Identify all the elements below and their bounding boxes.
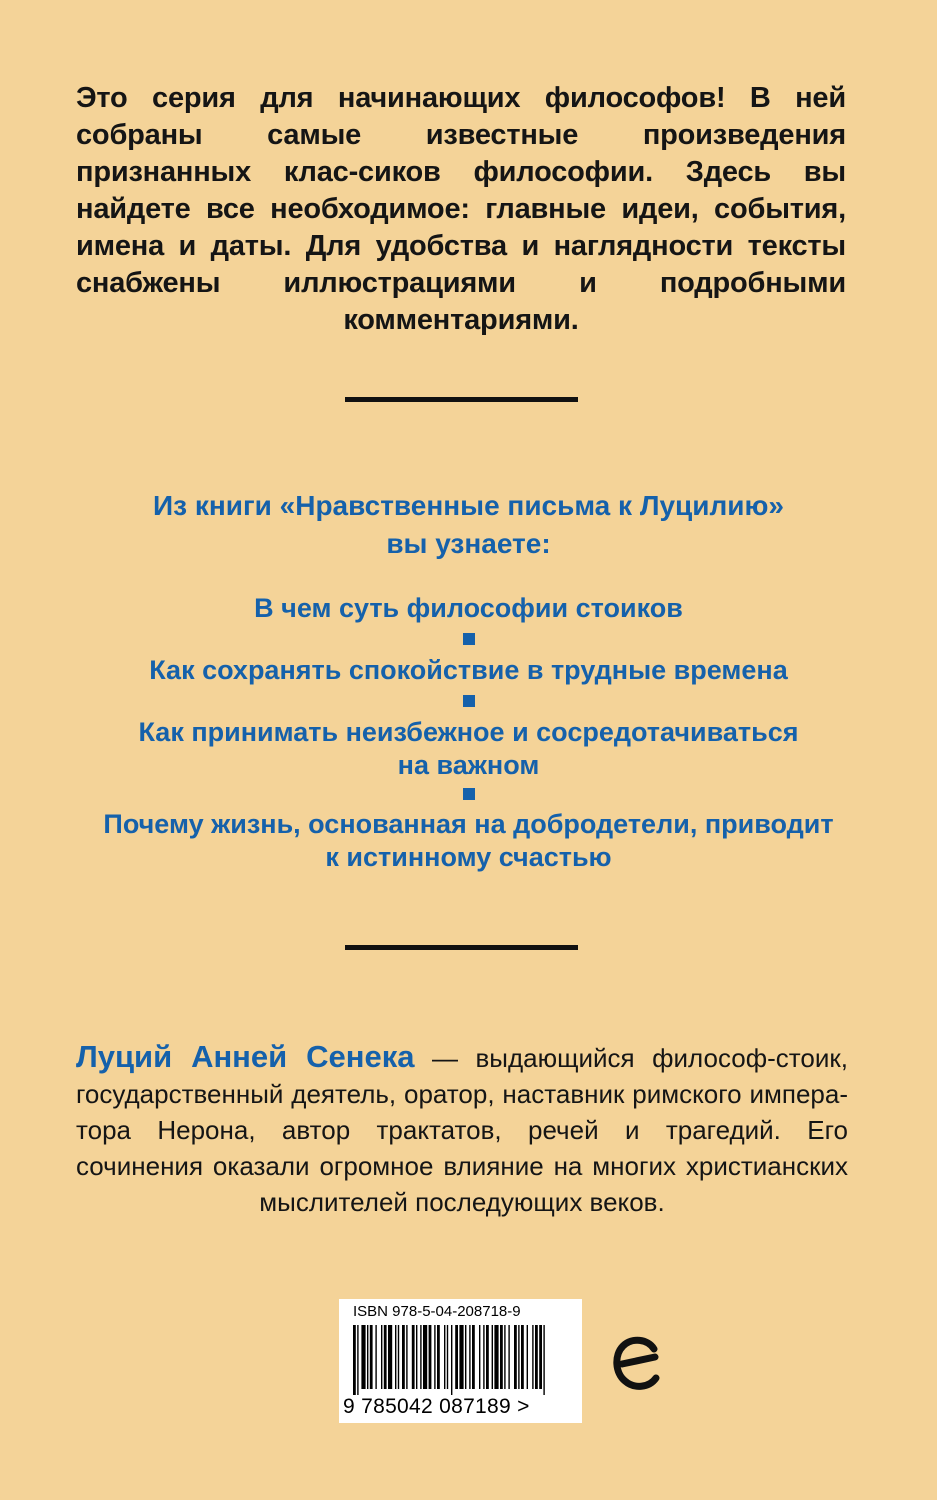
barcode-bar: [539, 1325, 542, 1389]
isbn-barcode: [339, 1299, 582, 1423]
list-item-line: Почему жизнь, основанная на добродетели, приводит: [103, 809, 834, 839]
author-name: Луций Анней Сенека: [76, 1039, 415, 1074]
barcode-bar: [412, 1325, 415, 1389]
publisher-logo-icon: [612, 1333, 662, 1391]
barcode-bar: [416, 1325, 417, 1389]
barcode-bar: [492, 1325, 493, 1389]
square-bullet-icon: [463, 633, 475, 645]
divider-bottom: [345, 945, 578, 950]
barcode-bar: [486, 1325, 489, 1389]
barcode-bar: [455, 1325, 458, 1389]
list-item: [60, 654, 877, 687]
barcode-bar: [381, 1325, 382, 1389]
barcode-bar: [367, 1325, 368, 1389]
barcode-bar: [518, 1325, 519, 1389]
barcode-bar: [494, 1325, 498, 1389]
barcode-bar: [469, 1325, 470, 1389]
list-item-line: Как принимать неизбежное и сосредотачиваться: [138, 717, 799, 747]
author-description: — выдающийся философ-стоик, государственный деятель, оратор, наставник римского импера-тора Нерона, автор трактатов, речей и трагедий. Его сочинения оказали огромное влияние на многих христианских мыслителей последующих веков.: [76, 1043, 848, 1217]
barcode-bar: [406, 1325, 407, 1389]
list-item: [60, 592, 877, 625]
barcode-bar: [429, 1325, 432, 1389]
learn-list: [60, 592, 877, 874]
barcode-bar: [500, 1325, 503, 1389]
barcode-bars: [353, 1325, 568, 1395]
barcode-bar: [465, 1325, 466, 1389]
barcode-bar: [402, 1325, 405, 1389]
barcode-bar: [361, 1325, 365, 1389]
barcode-bar: [504, 1325, 505, 1389]
barcode-bar: [437, 1325, 440, 1389]
barcode-bar: [447, 1325, 448, 1389]
barcode-bar: [521, 1325, 524, 1389]
barcode-bar: [514, 1325, 517, 1389]
barcode-bar: [543, 1325, 544, 1395]
barcode-bar: [395, 1325, 396, 1389]
square-bullet-icon: [463, 695, 475, 707]
barcode-bar: [508, 1325, 509, 1389]
barcode-digits: 9 785042 087189 >: [343, 1395, 530, 1418]
learn-heading-line-1: Из книги «Нравственные письма к Луцилию»: [153, 490, 784, 521]
square-bullet-icon: [463, 788, 475, 800]
barcode-bar: [420, 1325, 421, 1389]
learn-heading-line-2: вы узнаете:: [386, 528, 551, 559]
list-item-line: В чем суть философии стоиков: [254, 593, 683, 623]
barcode-bar: [370, 1325, 373, 1389]
list-item-line: на важном: [397, 750, 540, 780]
barcode-bar: [357, 1325, 358, 1395]
learn-heading: [60, 487, 877, 563]
barcode-bar: [444, 1325, 445, 1389]
series-description: Это серия для начинающих философов! В ней собраны самые известные произведения признанных клас-сиков философии. Здесь вы найдете все необходимое: главные идеи, события, имена и даты. Для удобства и наглядности тексты снабжены иллюстрациями и подробными комментариями.: [76, 82, 846, 336]
list-item-line: к истинному счастью: [325, 842, 612, 872]
barcode-bar: [423, 1325, 427, 1389]
list-item-line: Как сохранять спокойствие в трудные времена: [149, 655, 788, 685]
barcode-bar: [479, 1325, 480, 1389]
barcode-bar: [472, 1325, 475, 1389]
isbn-label: ISBN 978-5-04-208718-9: [353, 1303, 521, 1320]
barcode-bar: [434, 1325, 435, 1389]
barcode-bar: [483, 1325, 484, 1389]
barcode-bar: [527, 1325, 528, 1389]
barcode-bar: [451, 1325, 452, 1395]
barcode-bar: [532, 1325, 533, 1389]
barcode-bar: [384, 1325, 387, 1389]
barcode-bar: [353, 1325, 356, 1395]
author-bio: [76, 1039, 848, 1220]
divider-top: [345, 397, 578, 402]
barcode-bar: [375, 1325, 376, 1389]
list-item: [60, 808, 877, 874]
list-item: [60, 716, 877, 782]
barcode-bar: [535, 1325, 538, 1389]
barcode-bar: [388, 1325, 392, 1389]
barcode-bar: [398, 1325, 399, 1389]
barcode-bar: [459, 1325, 463, 1389]
